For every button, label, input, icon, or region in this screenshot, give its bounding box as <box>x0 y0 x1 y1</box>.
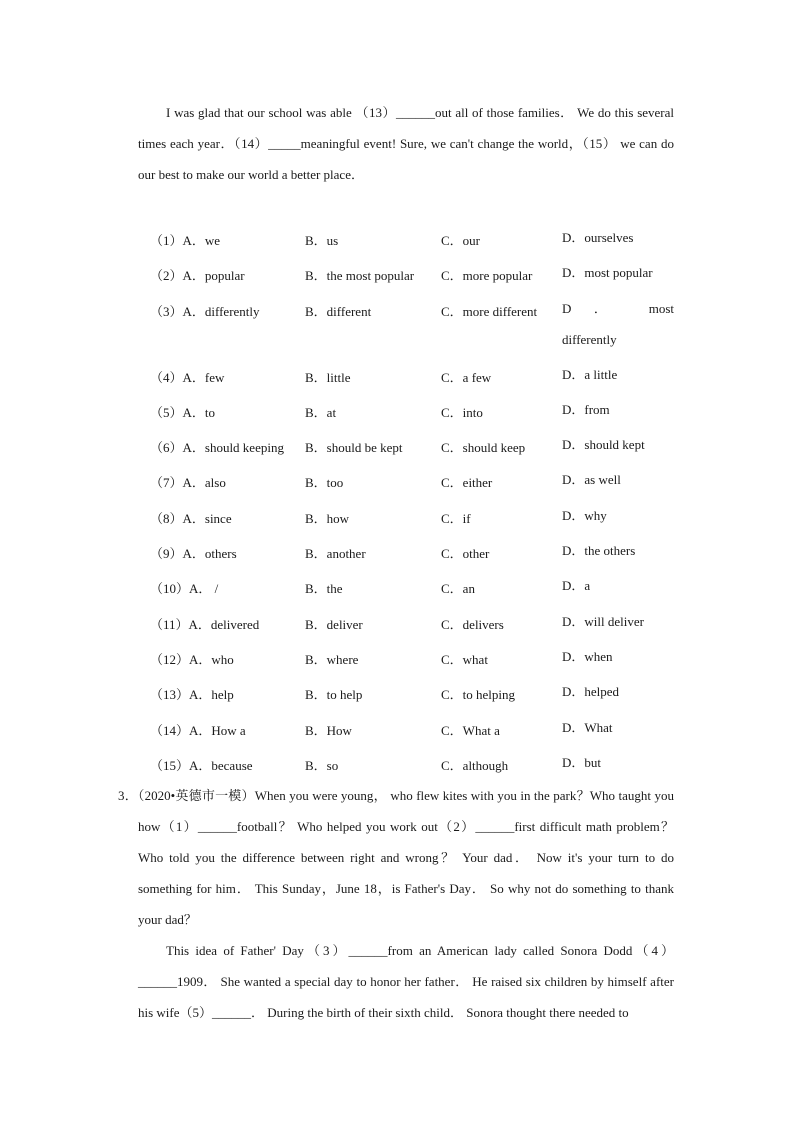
option-a: （9）A．others <box>150 546 237 562</box>
answer-options-list <box>150 224 680 784</box>
option-row-10 <box>150 572 680 607</box>
option-row-4 <box>150 361 680 396</box>
passage-line-3: we can do our best to make our world a better place． <box>138 136 674 182</box>
option-c: C．although <box>441 757 509 773</box>
option-d: D．should kept <box>562 437 645 453</box>
option-c: C．more popular <box>441 268 533 284</box>
option-b: B．How <box>305 722 352 738</box>
option-c: C．delivers <box>441 616 504 632</box>
option-b: B．the <box>305 581 343 597</box>
option-d: D．why <box>562 507 607 523</box>
option-row-7 <box>150 466 680 501</box>
option-b: B．should be kept <box>305 440 403 456</box>
option-b: B．where <box>305 651 359 667</box>
option-c: C．to helping <box>441 687 516 703</box>
option-a: （10）A． / <box>150 581 219 597</box>
option-row-11 <box>150 608 680 643</box>
option-d: D．from <box>562 401 610 417</box>
option-d: D ． most differently <box>562 300 674 347</box>
option-a: （14）A．How a <box>150 722 246 738</box>
option-d: D．will deliver <box>562 613 644 629</box>
option-a: （15）A．because <box>150 757 253 773</box>
option-row-6 <box>150 431 680 466</box>
option-d: D．What <box>562 719 613 735</box>
option-c: C．what <box>441 651 488 667</box>
option-c: C．an <box>441 581 475 597</box>
option-d: D．helped <box>562 684 620 700</box>
option-b: B．another <box>305 546 366 562</box>
passage-paragraph <box>138 97 674 190</box>
option-row-2 <box>150 259 680 294</box>
passage-line-2: several times each year．（14）_____meaningful event! Sure, we can't change the world，（15） <box>138 105 675 151</box>
question-3-source: 3．（2020•英德市一模） <box>118 788 255 803</box>
option-c: C．either <box>441 475 493 491</box>
option-a: （7）A．also <box>150 475 226 491</box>
option-d: D．but <box>562 754 602 770</box>
option-d: D．most popular <box>562 265 653 281</box>
question-3 <box>118 780 674 1028</box>
option-b: B．deliver <box>305 616 363 632</box>
option-c: C．if <box>441 510 471 526</box>
question-3-text-2: This idea of Father' Day（3）______from an American lady called Sonora Dodd（4）______1909． She wanted a special day to honor her father． He raised six children by himself after his wife（5）______． During the birth of their sixth child． Sonora thought there needed to <box>138 943 674 1020</box>
option-d: D．as well <box>562 472 621 488</box>
option-a: （11）A．delivered <box>150 616 260 632</box>
option-row-3 <box>150 295 680 361</box>
option-a: （6）A．should keeping <box>150 440 284 456</box>
option-a: （5）A．to <box>150 404 216 420</box>
option-row-15 <box>150 749 680 784</box>
option-row-12 <box>150 643 680 678</box>
option-b: B．at <box>305 404 337 420</box>
option-a: （13）A．help <box>150 687 234 703</box>
option-c: C．more different <box>441 303 538 319</box>
option-a: （4）A．few <box>150 369 225 385</box>
option-b: B．to help <box>305 687 363 703</box>
option-a: （3）A．differently <box>150 303 260 319</box>
option-b: B．little <box>305 369 351 385</box>
option-row-14 <box>150 714 680 749</box>
option-d: D．ourselves <box>562 230 634 245</box>
option-a: （8）A．since <box>150 510 232 526</box>
option-c: C．What a <box>441 722 500 738</box>
option-d: D．a <box>562 578 591 594</box>
option-row-1 <box>150 224 680 259</box>
option-row-13 <box>150 678 680 713</box>
option-c: C．other <box>441 546 490 562</box>
question-3-paragraph-1 <box>118 780 674 935</box>
option-a: （12）A．who <box>150 651 234 667</box>
option-c: C．a few <box>441 369 492 385</box>
option-b: B．how <box>305 510 350 526</box>
option-a: （2）A．popular <box>150 268 245 284</box>
option-d: D．a little <box>562 366 618 382</box>
option-b: B．the most popular <box>305 268 415 284</box>
option-d: D．when <box>562 648 613 664</box>
passage-line-1: I was glad that our school was able （13）______out all of those families． We do this <box>166 105 634 120</box>
option-c: C．into <box>441 404 483 420</box>
option-c: C．should keep <box>441 440 526 456</box>
option-b: B．different <box>305 303 372 319</box>
option-c: C．our <box>441 233 481 248</box>
option-b: B．too <box>305 475 344 491</box>
option-b: B．us <box>305 233 339 248</box>
option-b: B．so <box>305 757 339 773</box>
option-d: D．the others <box>562 543 636 559</box>
question-3-paragraph-2 <box>118 935 674 1028</box>
option-row-5 <box>150 396 680 431</box>
option-row-9 <box>150 537 680 572</box>
option-row-8 <box>150 502 680 537</box>
option-a: （1）A．we <box>150 233 221 248</box>
question-3-text-1: When you were young， who flew kites with you in the park？Who taught you how（1）______football？ Who helped you work out（2）______first difficult math problem？ Who told you the difference between right and wrong？ Your dad． Now it's your turn to do something for him． This Sunday，June 18，is Father's Day． So why not do something to thank your dad？ <box>138 788 674 927</box>
